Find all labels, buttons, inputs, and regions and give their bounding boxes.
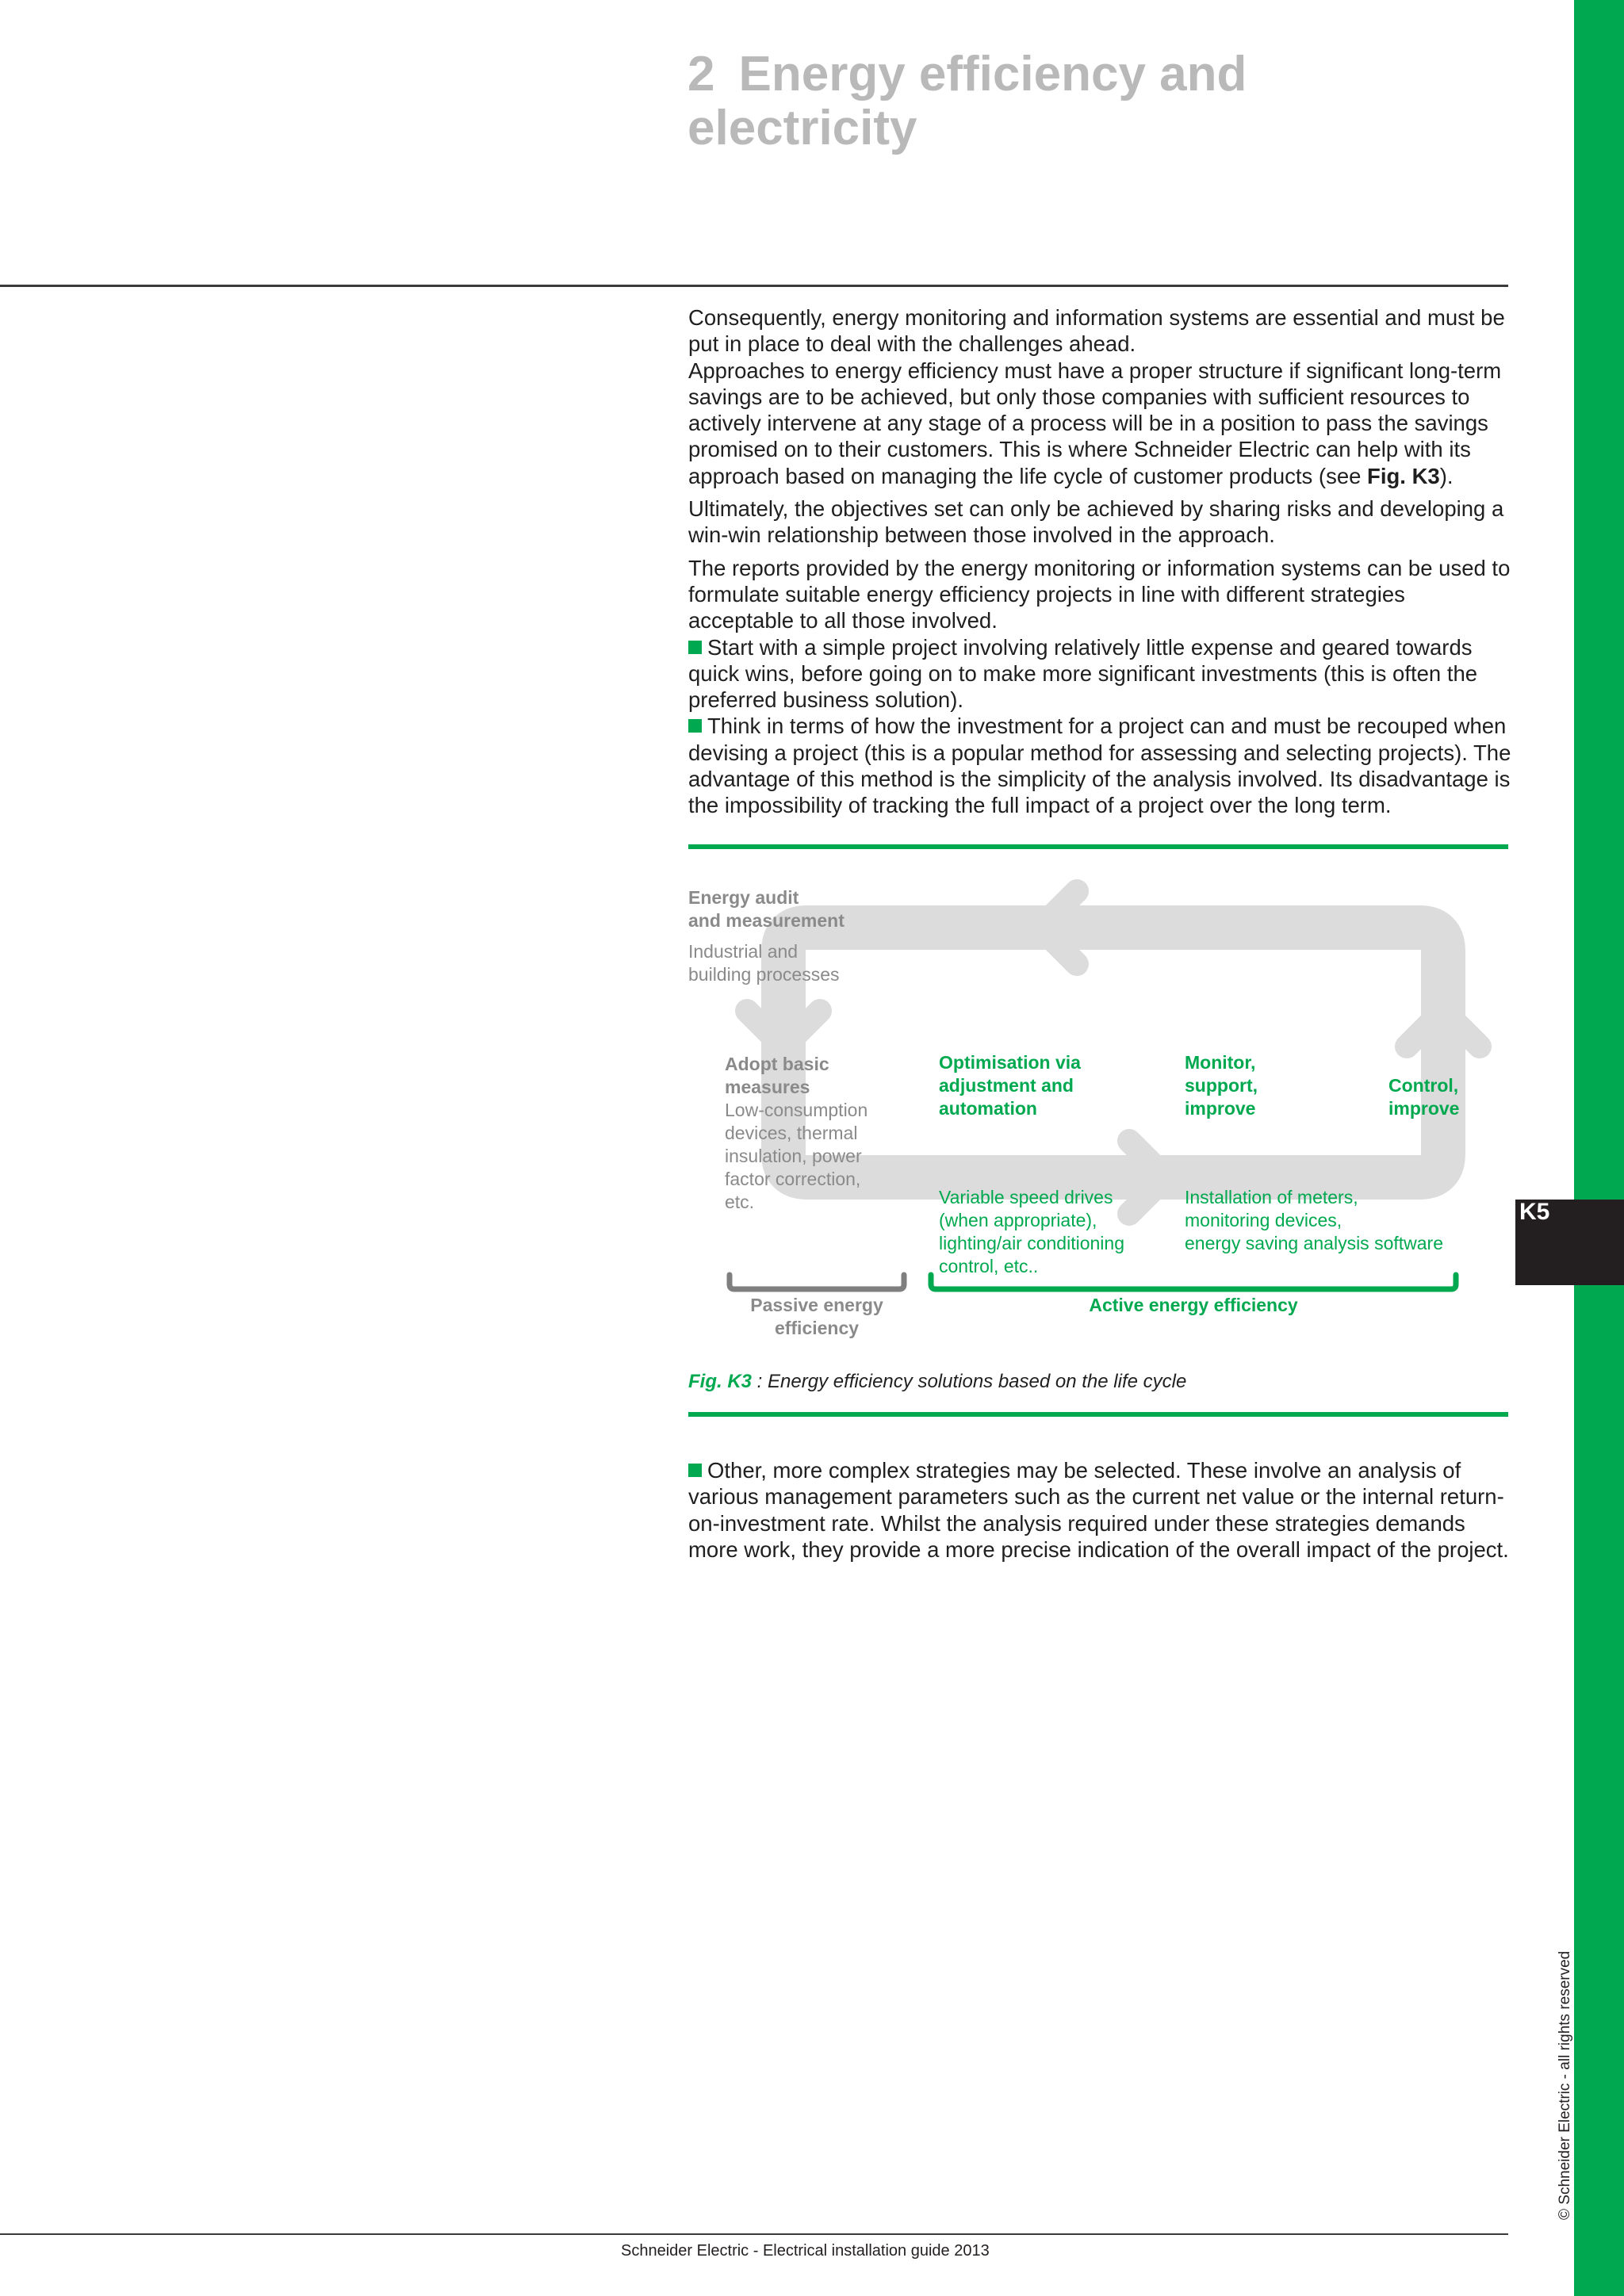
paragraph-3: Ultimately, the objectives set can only be achieved by sharing risks and developing a win-win relationship between those involved in the approach. bbox=[688, 496, 1504, 548]
optimisation-subtitle: Variable speed drives (when appropriate), lighting/air conditioning control, etc.. bbox=[939, 1187, 1124, 1276]
audit-subtitle: Industrial and building processes bbox=[688, 941, 840, 985]
copyright-notice: © Schneider Electric - all rights reserved bbox=[1557, 1950, 1573, 2220]
green-square-bullet-icon bbox=[688, 1464, 702, 1477]
fig-reference: Fig. K3 bbox=[1367, 463, 1440, 488]
side-color-bar bbox=[1574, 0, 1624, 2296]
passive-bracket bbox=[730, 1275, 904, 1289]
bullet-item-1: Start with a simple project involving relatively little expense and geared towards quick wins, before going on to make more significant investments (this is often the preferred business solution). bbox=[688, 634, 1478, 713]
paragraph-2: Approaches to energy efficiency must have a proper structure if significant long-term savings are to be achieved, but only those companies with sufficient resources to actively intervene at any stage of a process will be in a position to pass the savings promised on to their customers. This is where Schneider Electric can help with its approach based on managing the life cycle of customer products (see Fig. K3). bbox=[688, 358, 1502, 488]
footer-rule bbox=[0, 2233, 1508, 2235]
chapter-title bbox=[688, 48, 1401, 155]
page-tab-label: K5 bbox=[1519, 1199, 1550, 1225]
chapter-number: 2 bbox=[688, 47, 715, 101]
paragraph-4: The reports provided by the energy monitoring or information systems can be used to formulate suitable energy efficiency projects in line with different strategies acceptable to all those involved. bbox=[688, 555, 1511, 633]
figure-caption: Fig. K3 : Energy efficiency solutions based on the life cycle bbox=[688, 1371, 1187, 1392]
figure-k3 bbox=[688, 856, 1508, 1364]
bullet-item-3: Other, more complex strategies may be selected. These involve an analysis of various management parameters such as the current net value or the internal return-on-investment rate. Whilst the analysis required under these strategies demands more work, they provide a more precise indication of the overall impact of the project. bbox=[688, 1458, 1509, 1562]
audit-title: Energy audit and measurement bbox=[688, 887, 845, 931]
optimisation-title: Optimisation via adjustment and automation bbox=[939, 1052, 1081, 1119]
green-square-bullet-icon bbox=[688, 641, 702, 654]
monitor-subtitle: Installation of meters, monitoring devices, energy saving analysis software bbox=[1185, 1187, 1443, 1253]
control-title: Control, improve bbox=[1388, 1075, 1460, 1119]
paragraph-1: Consequently, energy monitoring and information systems are essential and must be put in place to deal with the challenges ahead. bbox=[688, 305, 1505, 357]
footer-text: Schneider Electric - Electrical installation guide 2013 bbox=[621, 2242, 990, 2260]
bullet-item-2: Think in terms of how the investment for a project can and must be recouped when devising a project (this is a popular method for assessing and selecting projects). The advantage of this method is the simplicity of the analysis involved. Its disadvantage is the impossibility of tracking the full impact of a project over the long term. bbox=[688, 714, 1511, 818]
passive-label: Passive energy efficiency bbox=[750, 1295, 883, 1338]
active-label: Active energy efficiency bbox=[1089, 1295, 1298, 1315]
figure-top-rule bbox=[688, 844, 1508, 849]
chapter-title-line1: Energy efficiency and bbox=[738, 47, 1247, 101]
chapter-title-line2: electricity bbox=[688, 101, 917, 155]
body-text-continued bbox=[688, 1457, 1513, 1563]
green-square-bullet-icon bbox=[688, 719, 702, 733]
header-rule bbox=[0, 285, 1508, 287]
figure-bottom-rule bbox=[688, 1412, 1508, 1417]
adopt-title: Adopt basic measures bbox=[725, 1054, 829, 1097]
monitor-title: Monitor, support, improve bbox=[1185, 1052, 1258, 1119]
adopt-subtitle: Low-consumption devices, thermal insulation, power factor correction, etc. bbox=[725, 1100, 868, 1212]
lifecycle-loop-arrow bbox=[783, 928, 1443, 1177]
body-text bbox=[688, 304, 1513, 819]
